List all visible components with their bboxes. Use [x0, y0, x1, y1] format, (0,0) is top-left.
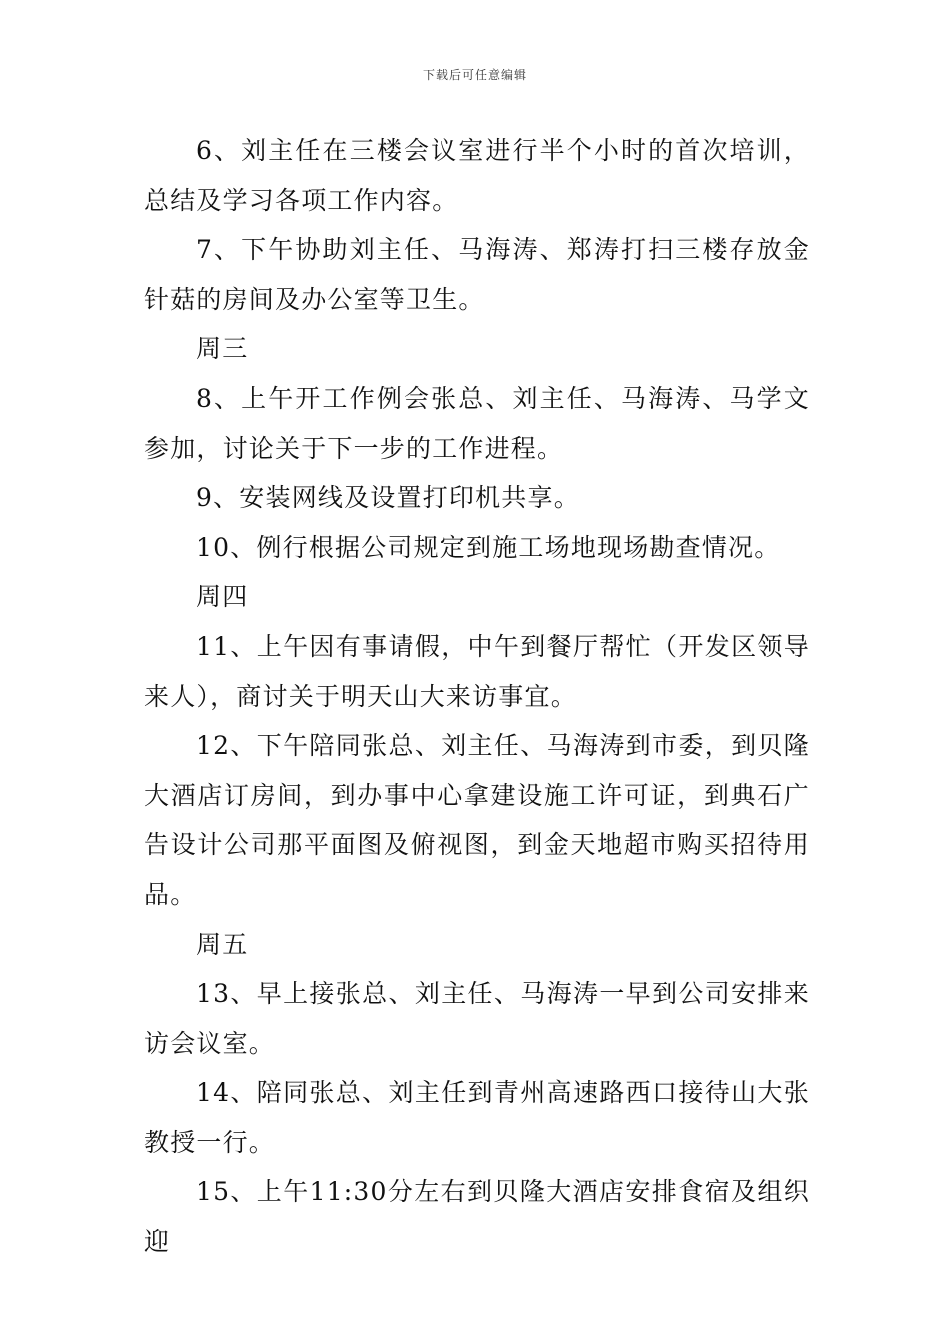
- section-heading: 周五: [196, 929, 249, 959]
- paragraph: 8、上午开工作例会张总、刘主任、马海涛、马学文参加，讨论关于下一步的工作进程。: [144, 383, 810, 463]
- header-note: 下载后可任意编辑: [422, 68, 527, 82]
- paragraph: 7、下午协助刘主任、马海涛、郑涛打扫三楼存放金针菇的房间及办公室等卫生。: [144, 235, 810, 314]
- paragraph: 13、早上接张总、刘主任、马海涛一早到公司安排来访会议室。: [144, 979, 810, 1058]
- document-body: [144, 126, 810, 1267]
- paragraph: 6、刘主任在三楼会议室进行半个小时的首次培训，总结及学习各项工作内容。: [144, 136, 810, 215]
- paragraph: 15、上午11:30分左右到贝隆大酒店安排食宿及组织迎: [144, 1177, 810, 1257]
- paragraph: 11、上午因有事请假，中午到餐厅帮忙（开发区领导来人），商讨关于明天山大来访事宜。: [144, 631, 810, 711]
- section-heading: 周四: [196, 582, 249, 612]
- paragraph: 9、安装网线及设置打印机共享。: [196, 483, 580, 513]
- section-heading: 周三: [196, 334, 249, 364]
- paragraph: 14、陪同张总、刘主任到青州高速路西口接待山大张教授一行。: [144, 1078, 810, 1157]
- paragraph: 10、例行根据公司规定到施工场地现场勘查情况。: [196, 532, 781, 562]
- paragraph: 12、下午陪同张总、刘主任、马海涛到市委，到贝隆大酒店订房间，到办事中心拿建设施工许可证，到典石广告设计公司那平面图及俯视图，到金天地超市购买招待用品。: [144, 731, 810, 909]
